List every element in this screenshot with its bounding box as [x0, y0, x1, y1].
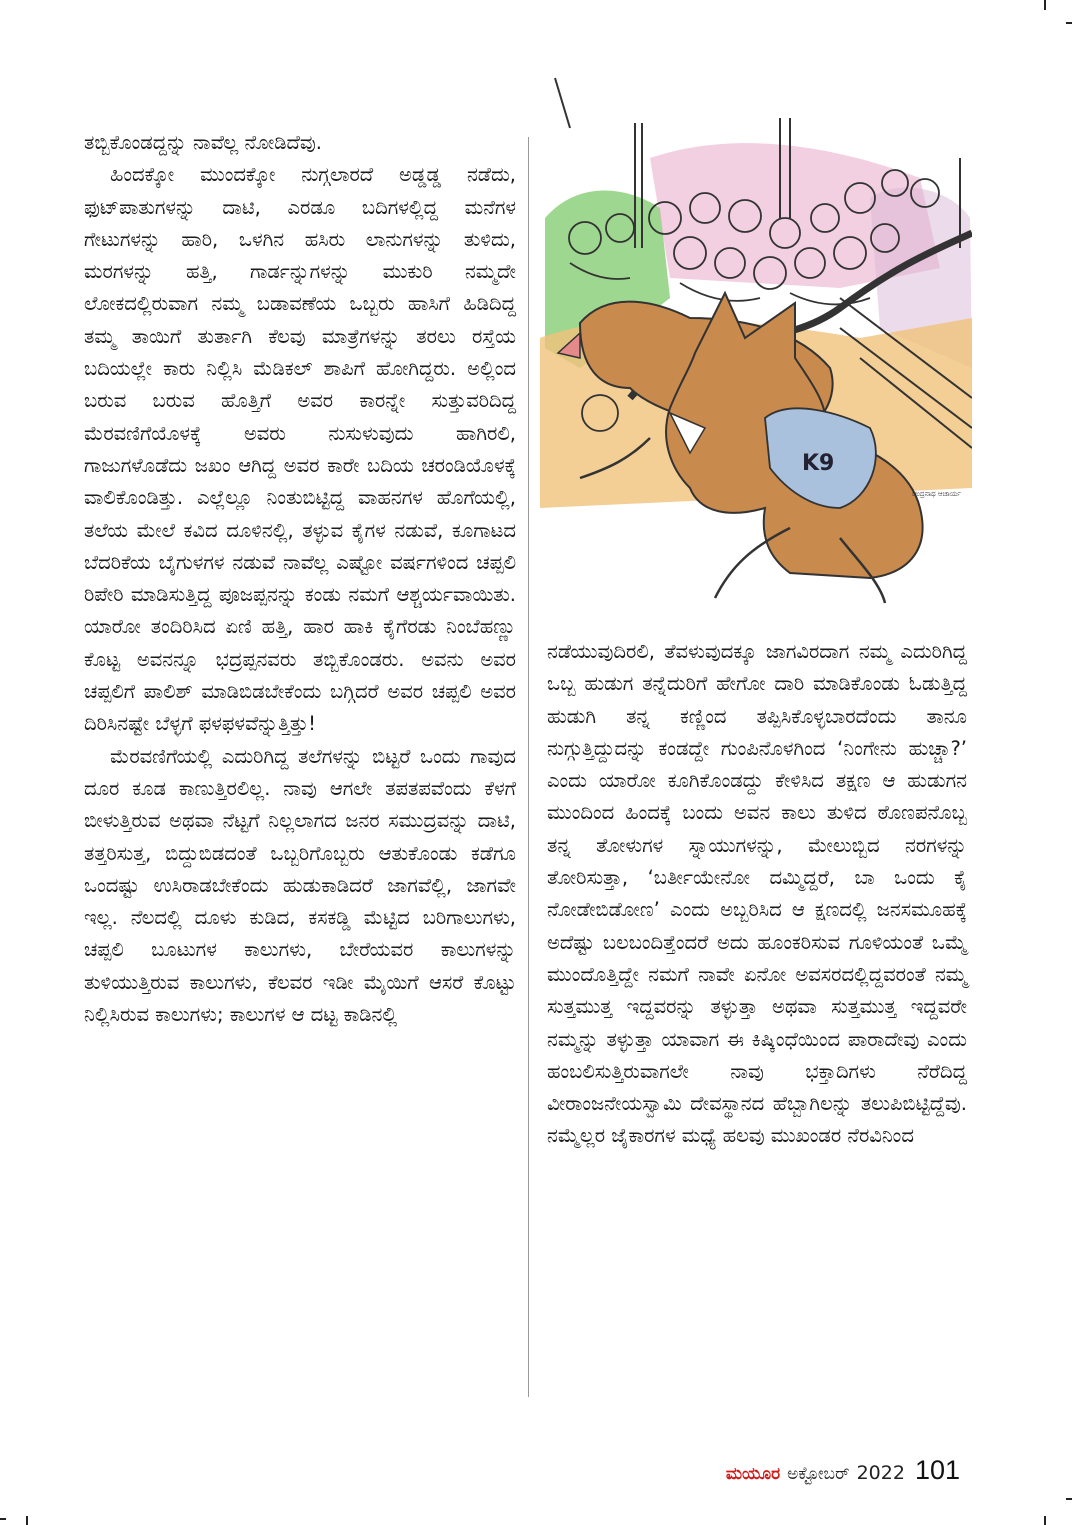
paragraph: ಮೆರವಣಿಗೆಯಲ್ಲಿ ಎದುರಿಗಿದ್ದ ತಲೆಗಳನ್ನು ಬಿಟ್ಟರೆ ಒಂದು ಗಾವುದ ದೂರ ಕೂಡ ಕಾಣುತ್ತಿರಲಿಲ್ಲ. ನಾವು ಆಗಲೇ ತಪತಪವೆಂದು ಕೆಳಗೆ ಬೀಳುತ್ತಿರುವ ಅಥವಾ ನೆಟ್ಟಗೆ ನಿಲ್ಲಲಾಗದ ಜನರ ಸಮುದ್ರವನ್ನು ದಾಟಿ, ತತ್ತರಿಸುತ್ತ, ಬಿದ್ದುಬಿಡದಂತೆ ಒಬ್ಬರಿಗೊಬ್ಬರು ಆತುಕೊಂಡು ಕಡೆಗೂ ಒಂದಷ್ಟು ಉಸಿರಾಡಬೇಕೆಂದು ಹುಡುಕಾಡಿದರೆ ಜಾಗವೆಲ್ಲಿ, ಜಾಗವೇ ಇಲ್ಲ. ನೆಲದಲ್ಲಿ ದೂಳು ಕುಡಿದ, ಕಸಕಡ್ಡಿ ಮೆಟ್ಟಿದ ಬರಿಗಾಲುಗಳು, ಚಪ್ಪಲಿ ಬೂಟುಗಳ ಕಾಲುಗಳು, ಬೇರೆಯವರ ಕಾಲುಗಳನ್ನು ತುಳಿಯುತ್ತಿರುವ ಕಾಲುಗಳು, ಕೆಲವರ ಇಡೀ ಮೈಯಿಗೆ ಆಸರೆ ಕೊಟ್ಟು ನಿಲ್ಲಿಸಿರುವ ಕಾಲುಗಳು; ಕಾಲುಗಳ ಆ ದಟ್ಟ ಕಾಡಿನಲ್ಲಿ: [84, 744, 516, 1027]
page-number: 101: [914, 1455, 960, 1485]
crop-mark: [1044, 0, 1046, 10]
artist-signature: ಚಂದ್ರನಾಥ ಆಚಾರ್ಯ: [912, 490, 961, 498]
page-footer: [726, 1455, 960, 1486]
story-illustration: [540, 68, 972, 608]
crop-mark: [1066, 1498, 1072, 1500]
paragraph: ಹಿಂದಕ್ಕೋ ಮುಂದಕ್ಕೋ ನುಗ್ಗಲಾರದೆ ಅಡ್ಡಡ್ಡ ನಡೆದು, ಫುಟ್‌ಪಾತುಗಳನ್ನು ದಾಟಿ, ಎರಡೂ ಬದಿಗಳಲ್ಲಿದ್ದ ಮನೆಗಳ ಗೇಟುಗಳನ್ನು ಹಾರಿ, ಒಳಗಿನ ಹಸಿರು ಲಾನುಗಳನ್ನು ತುಳಿದು, ಮರಗಳನ್ನು ಹತ್ತಿ, ಗಾರ್ಡನ್ನುಗಳನ್ನು ಮುಕುರಿ ನಮ್ಮದೇ ಲೋಕದಲ್ಲಿರುವಾಗ ನಮ್ಮ ಬಡಾವಣೆಯ ಒಬ್ಬರು ಹಾಸಿಗೆ ಹಿಡಿದಿದ್ದ ತಮ್ಮ ತಾಯಿಗೆ ತುರ್ತಾಗಿ ಕೆಲವು ಮಾತ್ರೆಗಳನ್ನು ತರಲು ರಸ್ತೆಯ ಬದಿಯಲ್ಲೇ ಕಾರು ನಿಲ್ಲಿಸಿ ಮೆಡಿಕಲ್ ಶಾಪಿಗೆ ಹೋಗಿದ್ದರು. ಅಲ್ಲಿಂದ ಬರುವ ಬರುವ ಹೊತ್ತಿಗೆ ಅವರ ಕಾರನ್ನೇ ಸುತ್ತುವರಿದಿದ್ದ ಮೆರವಣಿಗೆಯೊಳಕ್ಕೆ ಅವರು ನುಸುಳುವುದು ಹಾಗಿರಲಿ, ಗಾಜುಗಳೊಡೆದು ಜಖಂ ಆಗಿದ್ದ ಅವರ ಕಾರೇ ಬದಿಯ ಚರಂಡಿಯೊಳಕ್ಕೆ ವಾಲಿಕೊಂಡಿತ್ತು. ಎಲ್ಲೆಲ್ಲೂ ನಿಂತುಬಿಟ್ಟಿದ್ದ ವಾಹನಗಳ ಹೊಗೆಯಲ್ಲಿ, ತಲೆಯ ಮೇಲೆ ಕವಿದ ದೂಳಿನಲ್ಲಿ, ತಳ್ಳುವ ಕೈಗಳ ನಡುವೆ, ಕೂಗಾಟದ ಬೆದರಿಕೆಯ ಬೈಗುಳಗಳ ನಡುವೆ ನಾವೆಲ್ಲ ಎಷ್ಟೋ ವರ್ಷಗಳಿಂದ ಚಪ್ಪಲಿ ರಿಪೇರಿ ಮಾಡಿಸುತ್ತಿದ್ದ ಪೂಜಪ್ಪನನ್ನು ಕಂಡು ನಮಗೆ ಆಶ್ಚರ್ಯವಾಯಿತು. ಯಾರೋ ತಂದಿರಿಸಿದ ಏಣಿ ಹತ್ತಿ, ಹಾರ ಹಾಕಿ ಕೈಗೆರಡು ನಿಂಬೆಹಣ್ಣು ಕೊಟ್ಟ ಅವನನ್ನೂ ಭದ್ರಪ್ಪನವರು ತಬ್ಬಿಕೊಂಡರು. ಅವನು ಅವರ ಚಪ್ಪಲಿಗೆ ಪಾಲಿಶ್ ಮಾಡಿಬಿಡಬೇಕೆಂದು ಬಗ್ಗಿದರೆ ಅವರ ಚಪ್ಪಲಿ ಅವರ ದಿರಿಸಿನಷ್ಟೇ ಬೆಳ್ಳಗೆ ಫಳಫಳವೆನ್ನುತ್ತಿತ್ತು!: [84, 163, 516, 736]
right-text-column: [547, 636, 967, 1153]
crop-mark: [1044, 1516, 1046, 1525]
crop-mark: [0, 1518, 6, 1520]
magazine-name: ಮಯೂರ: [725, 1464, 781, 1484]
crop-mark: [26, 1516, 28, 1525]
crop-mark: [1066, 22, 1072, 24]
issue-month: ಅಕ್ಟೋಬರ್: [787, 1464, 850, 1484]
issue-year: 2022: [856, 1462, 905, 1484]
paragraph: ನಡೆಯುವುದಿರಲಿ, ತೆವಳುವುದಕ್ಕೂ ಜಾಗವಿರದಾಗ ನಮ್ಮ ಎದುರಿಗಿದ್ದ ಒಬ್ಬ ಹುಡುಗ ತನ್ನೆದುರಿಗೆ ಹೇಗೋ ದಾರಿ ಮಾಡಿಕೊಂಡು ಓಡುತ್ತಿದ್ದ ಹುಡುಗಿ ತನ್ನ ಕಣ್ಣಿಂದ ತಪ್ಪಿಸಿಕೊಳ್ಳಬಾರದೆಂದು ತಾನೂ ನುಗ್ಗುತ್ತಿದ್ದುದನ್ನು ಕಂಡದ್ದೇ ಗುಂಪಿನೊಳಗಿಂದ ‘ನಿಂಗೇನು ಹುಚ್ಚಾ?’ ಎಂದು ಯಾರೋ ಕೂಗಿಕೊಂಡದ್ದು ಕೇಳಿಸಿದ ತಕ್ಷಣ ಆ ಹುಡುಗನ ಮುಂದಿಂದ ಹಿಂದಕ್ಕೆ ಬಂದು ಅವನ ಕಾಲು ತುಳಿದ ಠೊಣಪನೊಬ್ಬ ತನ್ನ ತೋಳುಗಳ ಸ್ನಾಯುಗಳನ್ನು, ಮೇಲುಬ್ಬಿದ ನರಗಳನ್ನು ತೋರಿಸುತ್ತಾ, ‘ಬರ್ತೀಯೇನೋ ದಮ್ಮಿದ್ದರೆ, ಬಾ ಒಂದು ಕೈ ನೋಡೇಬಿಡೋಣ’ ಎಂದು ಅಬ್ಬರಿಸಿದ ಆ ಕ್ಷಣದಲ್ಲಿ ಜನಸಮೂಹಕ್ಕೆ ಅದೆಷ್ಟು ಬಲಬಂದಿತ್ತೆಂದರೆ ಅದು ಹೂಂಕರಿಸುವ ಗೂಳಿಯಂತೆ ಒಮ್ಮೆ ಮುಂದೊತ್ತಿದ್ದೇ ನಮಗೆ ನಾವೇ ಏನೋ ಅವಸರದಲ್ಲಿದ್ದವರಂತೆ ನಮ್ಮ ಸುತ್ತಮುತ್ತ ಇದ್ದವರನ್ನು ತಳ್ಳುತ್ತಾ ಅಥವಾ ಸುತ್ತಮುತ್ತ ಇದ್ದವರೇ ನಮ್ಮನ್ನು ತಳ್ಳುತ್ತಾ ಯಾವಾಗ ಈ ಕಿಷ್ಕಿಂಧೆಯಿಂದ ಪಾರಾದೇವು ಎಂದು ಹಂಬಲಿಸುತ್ತಿರುವಾಗಲೇ ನಾವು ಭಕ್ತಾದಿಗಳು ನೆರೆದಿದ್ದ ವೀರಾಂಜನೇಯಸ್ವಾಮಿ ದೇವಸ್ಥಾನದ ಹೆಬ್ಬಾಗಿಲನ್ನು ತಲುಪಿಬಿಟ್ಟಿದ್ದೆವು. ನಮ್ಮೆಲ್ಲರ ಜೈಕಾರಗಳ ಮಧ್ಯೆ ಹಲವು ಮುಖಂಡರ ನೆರವಿನಿಂದ: [547, 640, 967, 1148]
vest-label: K9: [802, 451, 835, 476]
paragraph: ತಬ್ಬಿಕೊಂಡದ್ದನ್ನು ನಾವೆಲ್ಲ ನೋಡಿದೆವು.: [84, 131, 322, 154]
left-text-column: [84, 127, 516, 1031]
column-divider: [528, 137, 529, 1397]
